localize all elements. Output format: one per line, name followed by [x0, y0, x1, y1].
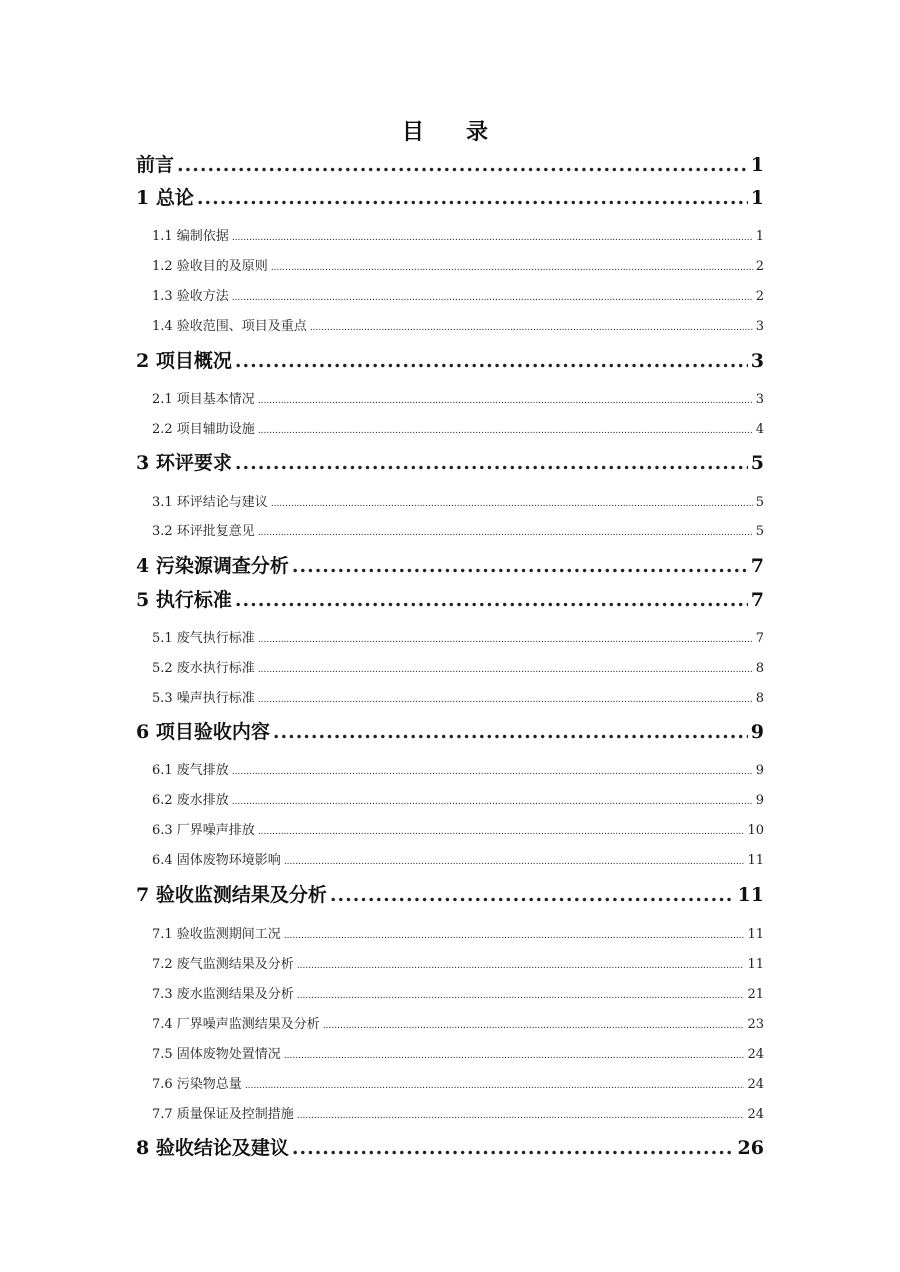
toc-entry[interactable] [152, 821, 764, 842]
toc-entry[interactable] [152, 493, 764, 514]
dot-leader [232, 792, 753, 812]
toc-entry-page: 7 [750, 555, 764, 577]
toc-entry-page: 1 [755, 229, 764, 244]
toc-entry[interactable] [152, 761, 764, 782]
toc-entry-page: 8 [755, 661, 764, 676]
toc-entry[interactable] [152, 317, 764, 338]
toc-entry-label: 4 污染源调查分析 [136, 555, 289, 577]
toc-entry-label: 1.3 验收方法 [152, 289, 229, 304]
toc-entry-page: 5 [750, 452, 764, 474]
toc-entry-page: 24 [747, 1107, 764, 1122]
toc-entry[interactable] [152, 1075, 764, 1096]
toc-entry-page: 2 [755, 259, 764, 274]
toc-entry-label: 8 验收结论及建议 [136, 1137, 289, 1159]
dot-leader [292, 551, 748, 581]
dot-leader [284, 852, 745, 872]
toc-entry-label: 7 验收监测结果及分析 [136, 884, 327, 906]
toc-entry[interactable] [152, 1045, 764, 1066]
toc-entry[interactable] [136, 717, 764, 747]
dot-leader [297, 1106, 745, 1126]
toc-entry-label: 6.1 废气排放 [152, 763, 229, 778]
toc-entry-label: 5.3 噪声执行标准 [152, 691, 255, 706]
toc-entry-label: 7.1 验收监测期间工况 [152, 927, 281, 942]
toc-entry[interactable] [136, 1133, 764, 1163]
toc-entry[interactable] [136, 448, 764, 478]
dot-leader [177, 150, 748, 180]
toc-entry[interactable] [152, 1105, 764, 1126]
toc-entry-label: 前言 [136, 154, 175, 176]
toc-entry[interactable] [152, 287, 764, 308]
toc-entry-label: 7.2 废气监测结果及分析 [152, 957, 294, 972]
toc-entry-page: 1 [750, 187, 764, 209]
toc-entry-label: 2 项目概况 [136, 350, 232, 372]
toc-entry-label: 7.5 固体废物处置情况 [152, 1047, 281, 1062]
toc-entry-page: 24 [747, 1077, 764, 1092]
dot-leader [297, 956, 745, 976]
toc-entry-page: 11 [737, 884, 764, 906]
toc-entry-page: 11 [747, 853, 764, 868]
dot-leader [292, 1133, 735, 1163]
toc-entry[interactable] [152, 955, 764, 976]
toc-entry[interactable] [152, 791, 764, 812]
dot-leader [271, 258, 753, 278]
dot-leader [330, 880, 735, 910]
toc-entry-label: 3.2 环评批复意见 [152, 524, 255, 539]
toc-entry-label: 1 总论 [136, 187, 194, 209]
toc-entry[interactable] [152, 227, 764, 248]
toc-entry[interactable] [152, 689, 764, 710]
dot-leader [258, 421, 753, 441]
dot-leader [235, 448, 748, 478]
toc-entry-page: 11 [747, 927, 764, 942]
dot-leader [258, 523, 753, 543]
dot-leader [232, 288, 753, 308]
dot-leader [197, 183, 748, 213]
toc-entry-label: 6.4 固体废物环境影响 [152, 853, 281, 868]
dot-leader [297, 986, 745, 1006]
toc-entry-page: 8 [755, 691, 764, 706]
toc-entry-label: 5.1 废气执行标准 [152, 631, 255, 646]
toc-entry-label: 3.1 环评结论与建议 [152, 495, 268, 510]
toc-entry-label: 2.2 项目辅助设施 [152, 422, 255, 437]
toc-entry-page: 5 [755, 524, 764, 539]
dot-leader [232, 228, 753, 248]
toc-entry-label: 6.2 废水排放 [152, 793, 229, 808]
toc-entry[interactable] [152, 629, 764, 650]
toc-entry-page: 10 [747, 823, 764, 838]
toc-entry-page: 9 [750, 721, 764, 743]
toc-entry-page: 5 [755, 495, 764, 510]
dot-leader [284, 1046, 745, 1066]
dot-leader [235, 346, 748, 376]
toc-title: 目 录 [401, 119, 498, 145]
dot-leader [310, 318, 753, 338]
toc-entry-label: 6 项目验收内容 [136, 721, 270, 743]
toc-entry-page: 26 [737, 1137, 764, 1159]
toc-entry-label: 5 执行标准 [136, 589, 232, 611]
dot-leader [235, 585, 748, 615]
toc-entry[interactable] [152, 257, 764, 278]
toc-entry-label: 1.4 验收范围、项目及重点 [152, 319, 307, 334]
toc-entry[interactable] [136, 346, 764, 376]
toc-entry-label: 5.2 废水执行标准 [152, 661, 255, 676]
toc-entry[interactable] [152, 1015, 764, 1036]
toc-entry-page: 3 [755, 319, 764, 334]
dot-leader [323, 1016, 745, 1036]
dot-leader [258, 690, 753, 710]
toc-entry[interactable] [152, 985, 764, 1006]
toc-entry-label: 7.4 厂界噪声监测结果及分析 [152, 1017, 320, 1032]
dot-leader [258, 660, 753, 680]
toc-entry-page: 7 [755, 631, 764, 646]
toc-entry[interactable] [152, 522, 764, 543]
toc-entry[interactable] [136, 150, 764, 180]
toc-entry-page: 24 [747, 1047, 764, 1062]
toc-entry-page: 11 [747, 957, 764, 972]
dot-leader [245, 1076, 745, 1096]
toc-entry-page: 2 [755, 289, 764, 304]
toc-entry[interactable] [152, 390, 764, 411]
toc-entry-label: 2.1 项目基本情况 [152, 392, 255, 407]
toc-entry-page: 4 [755, 422, 764, 437]
toc-entry-label: 1.2 验收目的及原则 [152, 259, 268, 274]
toc-entry-label: 7.6 污染物总量 [152, 1077, 242, 1092]
toc-entry-page: 23 [747, 1017, 764, 1032]
toc-entry[interactable] [152, 925, 764, 946]
toc-entry-page: 1 [750, 154, 764, 176]
dot-leader [284, 926, 745, 946]
toc-entry-label: 7.7 质量保证及控制措施 [152, 1107, 294, 1122]
toc-entry-page: 9 [755, 793, 764, 808]
toc-entry[interactable] [136, 585, 764, 615]
toc-entry-label: 7.3 废水监测结果及分析 [152, 987, 294, 1002]
toc-entry-label: 1.1 编制依据 [152, 229, 229, 244]
toc-entry-page: 3 [750, 350, 764, 372]
toc-entry-page: 21 [747, 987, 764, 1002]
dot-leader [258, 630, 753, 650]
toc-entry[interactable] [136, 880, 764, 910]
toc-entry[interactable] [152, 420, 764, 441]
toc-entry-page: 9 [755, 763, 764, 778]
toc-entry[interactable] [152, 851, 764, 872]
dot-leader [232, 762, 753, 782]
toc-entry-page: 3 [755, 392, 764, 407]
toc-entry-page: 7 [750, 589, 764, 611]
dot-leader [258, 822, 745, 842]
toc-entry-label: 6.3 厂界噪声排放 [152, 823, 255, 838]
toc-entry-label: 3 环评要求 [136, 452, 232, 474]
dot-leader [258, 391, 753, 411]
toc-entry[interactable] [152, 659, 764, 680]
toc-entry[interactable] [136, 551, 764, 581]
toc-entry[interactable] [136, 183, 764, 213]
dot-leader [273, 717, 748, 747]
dot-leader [271, 494, 753, 514]
